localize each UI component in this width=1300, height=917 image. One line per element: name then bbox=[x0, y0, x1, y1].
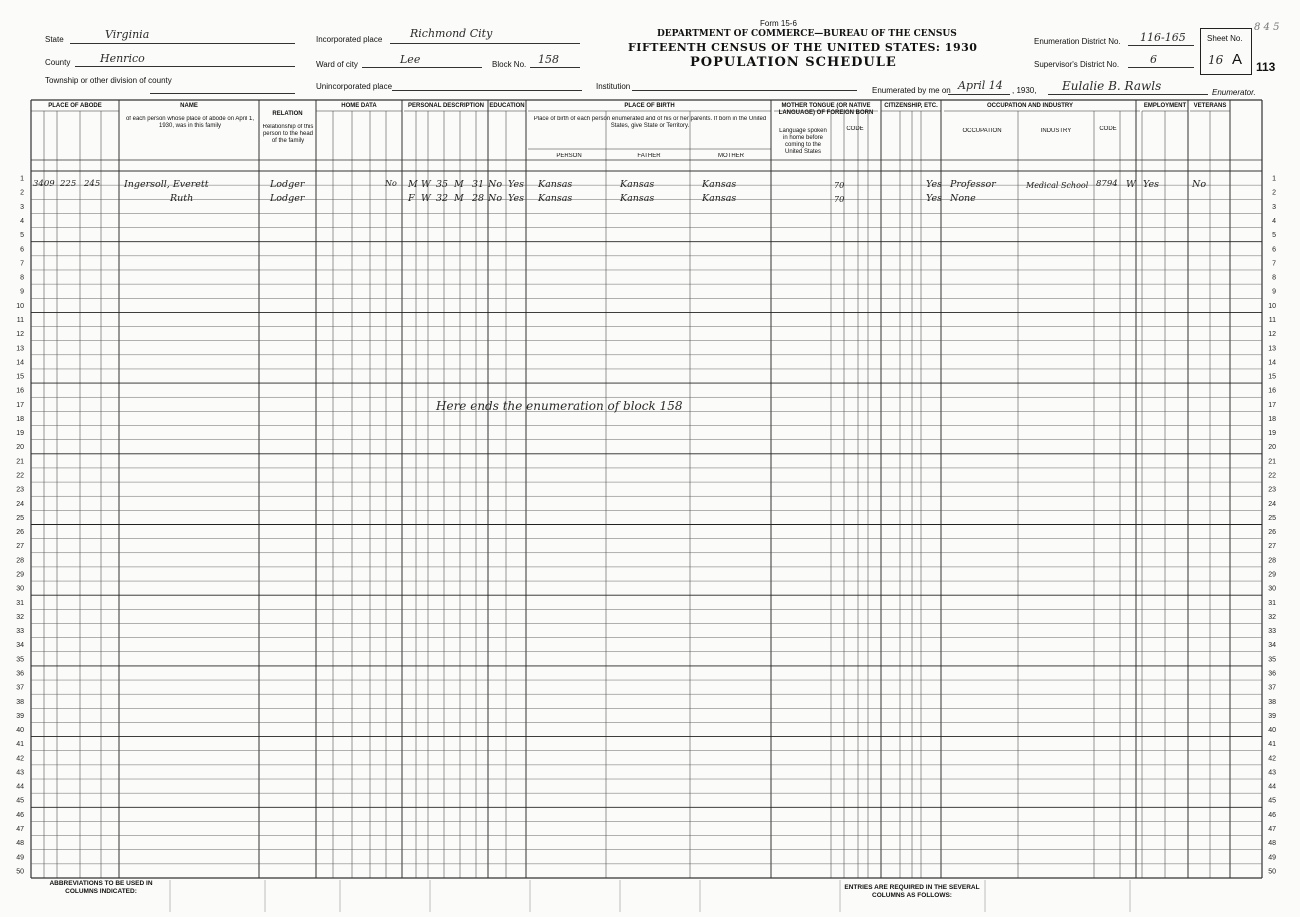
cell-birth-mother: Kansas bbox=[702, 193, 737, 204]
row-number: 8 bbox=[20, 274, 24, 282]
cell-sex: F bbox=[408, 193, 415, 204]
cell-code-a: 70 bbox=[834, 181, 845, 190]
row-number: 26 bbox=[16, 529, 24, 537]
row-number: 38 bbox=[16, 698, 24, 706]
row-number: 14 bbox=[16, 359, 24, 367]
row-number: 12 bbox=[1268, 331, 1276, 339]
header-relation: Relationship of this person to the head of the family bbox=[262, 124, 314, 144]
group-citizenship: CITIZENSHIP, ETC. bbox=[884, 103, 938, 109]
cell-age-marriage: 28 bbox=[472, 193, 485, 204]
cell-age: 35 bbox=[436, 179, 449, 190]
row-number: 16 bbox=[1268, 387, 1276, 395]
cell-race: W bbox=[421, 179, 431, 190]
row-number: 24 bbox=[16, 500, 24, 508]
row-number: 29 bbox=[16, 571, 24, 579]
end-of-block-note: Here ends the enumeration of block 158 bbox=[436, 399, 683, 413]
row-number: 35 bbox=[1268, 656, 1276, 664]
supervisor-value: 6 bbox=[1150, 53, 1157, 66]
row-number: 36 bbox=[1268, 670, 1276, 678]
row-number: 32 bbox=[1268, 613, 1276, 621]
row-number: 24 bbox=[1268, 500, 1276, 508]
cell-birth-father: Kansas bbox=[620, 193, 655, 204]
cell-birth-father: Kansas bbox=[620, 179, 655, 190]
cell-name: Ruth bbox=[170, 193, 194, 204]
row-number: 1 bbox=[1272, 175, 1276, 183]
sheet-label: Sheet No. bbox=[1207, 34, 1243, 43]
cell-english: Yes bbox=[926, 193, 942, 204]
census-title: FIFTEENTH CENSUS OF THE UNITED STATES: 1930 bbox=[628, 41, 978, 54]
group-education: EDUCATION bbox=[489, 103, 525, 109]
row-number: 6 bbox=[1272, 246, 1276, 254]
row-number: 22 bbox=[16, 472, 24, 480]
row-number: 33 bbox=[16, 628, 24, 636]
cell-occ-code: 8794 bbox=[1096, 179, 1118, 189]
row-number: 48 bbox=[1268, 840, 1276, 848]
row-number: 42 bbox=[16, 755, 24, 763]
row-number: 47 bbox=[1268, 826, 1276, 834]
supervisor-label: Supervisor's District No. bbox=[1034, 60, 1120, 69]
row-number: 2 bbox=[20, 189, 24, 197]
row-number: 7 bbox=[1272, 260, 1276, 268]
row-number: 15 bbox=[16, 373, 24, 381]
cell-industry: Medical School bbox=[1026, 181, 1089, 190]
row-number: 19 bbox=[1268, 430, 1276, 438]
row-number: 39 bbox=[1268, 712, 1276, 720]
county-value: Henrico bbox=[100, 52, 145, 65]
row-number: 31 bbox=[1268, 599, 1276, 607]
row-number: 1 bbox=[20, 175, 24, 183]
row-number: 35 bbox=[16, 656, 24, 664]
enumerator-label: Enumerator. bbox=[1212, 88, 1256, 97]
row-number: 40 bbox=[16, 727, 24, 735]
row-number: 34 bbox=[1268, 642, 1276, 650]
row-number: 38 bbox=[1268, 698, 1276, 706]
row-number: 43 bbox=[16, 769, 24, 777]
enum-year: , 1930, bbox=[1012, 86, 1037, 95]
cell-relation: Lodger bbox=[270, 179, 305, 190]
group-occupation: OCCUPATION AND INDUSTRY bbox=[987, 103, 1073, 109]
cell-sex: M bbox=[408, 179, 418, 190]
ward-value: Lee bbox=[400, 53, 421, 66]
state-label: State bbox=[45, 35, 64, 44]
row-number: 46 bbox=[1268, 811, 1276, 819]
row-number: 39 bbox=[16, 712, 24, 720]
enumerated-label: Enumerated by me on bbox=[872, 86, 951, 95]
row-number: 28 bbox=[16, 557, 24, 565]
row-number: 37 bbox=[16, 684, 24, 692]
state-value: Virginia bbox=[105, 28, 150, 41]
row-number: 4 bbox=[20, 217, 24, 225]
group-personal-description: PERSONAL DESCRIPTION bbox=[408, 103, 484, 109]
row-number: 21 bbox=[16, 458, 24, 466]
group-home-data: HOME DATA bbox=[341, 103, 377, 109]
row-number: 20 bbox=[16, 444, 24, 452]
cell-worker-class: W bbox=[1126, 179, 1136, 190]
enum-district-label: Enumeration District No. bbox=[1034, 37, 1121, 46]
county-label: County bbox=[45, 58, 71, 67]
cell-age: 32 bbox=[436, 193, 449, 204]
header-mother: MOTHER bbox=[718, 153, 744, 159]
schedule-title: POPULATION SCHEDULE bbox=[690, 55, 897, 70]
ward-label: Ward of city bbox=[316, 60, 358, 69]
township-label: Township or other division of county bbox=[45, 76, 172, 85]
cell-birth-person: Kansas bbox=[538, 179, 573, 190]
row-number: 18 bbox=[1268, 415, 1276, 423]
row-number: 50 bbox=[16, 868, 24, 876]
block-label: Block No. bbox=[492, 60, 527, 69]
row-number: 7 bbox=[20, 260, 24, 268]
row-number: 3 bbox=[1272, 203, 1276, 211]
row-number: 9 bbox=[1272, 288, 1276, 296]
header-father: FATHER bbox=[637, 153, 661, 159]
row-number: 27 bbox=[1268, 543, 1276, 551]
cell-veteran: No bbox=[1192, 179, 1207, 190]
row-number: 26 bbox=[1268, 529, 1276, 537]
incorporated-value: Richmond City bbox=[410, 27, 493, 40]
group-name: NAME bbox=[180, 103, 198, 109]
header-tongue: Language spoken in home before coming to the United States bbox=[779, 128, 827, 155]
cell-relation: Lodger bbox=[270, 193, 305, 204]
corner-mark: 8 4 5 bbox=[1254, 22, 1280, 33]
enum-date: April 14 bbox=[958, 79, 1003, 92]
department-title: DEPARTMENT OF COMMERCE—BUREAU OF THE CENSUS bbox=[657, 29, 957, 39]
row-number: 10 bbox=[16, 302, 24, 310]
row-number: 5 bbox=[20, 232, 24, 240]
row-number: 45 bbox=[16, 797, 24, 805]
row-number: 10 bbox=[1268, 302, 1276, 310]
cell-birth-mother: Kansas bbox=[702, 179, 737, 190]
group-veterans: VETERANS bbox=[1193, 103, 1227, 109]
cell-read: Yes bbox=[508, 193, 524, 204]
row-number: 5 bbox=[1272, 232, 1276, 240]
row-number: 13 bbox=[16, 345, 24, 353]
row-number: 13 bbox=[1268, 345, 1276, 353]
row-number: 49 bbox=[16, 854, 24, 862]
cell-race: W bbox=[421, 193, 431, 204]
header-birth: Place of birth of each person enumerated and of his or her parents. If born in the United States, give State or Territory. bbox=[533, 116, 767, 129]
header-occ-code: CODE bbox=[1099, 126, 1117, 132]
row-number: 19 bbox=[16, 430, 24, 438]
row-number: 27 bbox=[16, 543, 24, 551]
cell-marital: M bbox=[454, 193, 464, 204]
group-mother-tongue: MOTHER TONGUE (OR NATIVE LANGUAGE) OF FOREIGN BORN bbox=[778, 103, 874, 116]
row-number: 6 bbox=[20, 246, 24, 254]
cell-occupation: Professor bbox=[950, 179, 996, 190]
row-number: 29 bbox=[1268, 571, 1276, 579]
row-number: 15 bbox=[1268, 373, 1276, 381]
row-number: 42 bbox=[1268, 755, 1276, 763]
row-number: 46 bbox=[16, 811, 24, 819]
row-number: 43 bbox=[1268, 769, 1276, 777]
cell-radio: No bbox=[385, 179, 397, 188]
cell-english: Yes bbox=[926, 179, 942, 190]
row-number: 17 bbox=[16, 401, 24, 409]
abbreviations-title: ABBREVIATIONS TO BE USED IN COLUMNS INDICATED: bbox=[49, 880, 153, 895]
header-person: PERSON bbox=[556, 153, 582, 159]
cell-birth-person: Kansas bbox=[538, 193, 573, 204]
row-number: 8 bbox=[1272, 274, 1276, 282]
row-number: 49 bbox=[1268, 854, 1276, 862]
row-number: 11 bbox=[16, 316, 24, 324]
institution-label: Institution bbox=[596, 82, 631, 91]
cell-house: 225 bbox=[60, 179, 77, 189]
row-number: 45 bbox=[1268, 797, 1276, 805]
group-place-of-birth: PLACE OF BIRTH bbox=[624, 103, 675, 109]
row-number: 2 bbox=[1272, 189, 1276, 197]
row-number: 48 bbox=[16, 840, 24, 848]
row-number: 31 bbox=[16, 599, 24, 607]
row-number: 11 bbox=[1268, 316, 1276, 324]
row-number: 36 bbox=[16, 670, 24, 678]
row-number: 44 bbox=[1268, 783, 1276, 791]
group-relation: RELATION bbox=[272, 111, 303, 117]
row-number: 47 bbox=[16, 826, 24, 834]
form-number: Form 15-6 bbox=[760, 19, 797, 28]
row-number: 16 bbox=[16, 387, 24, 395]
header-occupation: OCCUPATION bbox=[962, 128, 1002, 134]
cell-marital: M bbox=[454, 179, 464, 190]
row-number: 25 bbox=[16, 514, 24, 522]
row-number: 12 bbox=[16, 331, 24, 339]
row-number: 30 bbox=[16, 585, 24, 593]
row-number: 28 bbox=[1268, 557, 1276, 565]
row-number: 22 bbox=[1268, 472, 1276, 480]
cell-age-marriage: 31 bbox=[472, 179, 485, 190]
row-number: 23 bbox=[1268, 486, 1276, 494]
row-number: 3 bbox=[20, 203, 24, 211]
header-code: CODE bbox=[846, 126, 864, 132]
row-number: 20 bbox=[1268, 444, 1276, 452]
row-number: 9 bbox=[20, 288, 24, 296]
row-number: 23 bbox=[16, 486, 24, 494]
group-place-of-abode: PLACE OF ABODE bbox=[48, 103, 102, 109]
row-number: 17 bbox=[1268, 401, 1276, 409]
row-number: 44 bbox=[16, 783, 24, 791]
incorporated-label: Incorporated place bbox=[316, 35, 383, 44]
row-number: 21 bbox=[1268, 458, 1276, 466]
cell-school: No bbox=[488, 193, 503, 204]
enumerator-name: Eulalie B. Rawls bbox=[1062, 79, 1162, 93]
cell-read: Yes bbox=[508, 179, 524, 190]
page-number: 113 bbox=[1256, 60, 1276, 74]
row-number: 14 bbox=[1268, 359, 1276, 367]
row-number: 4 bbox=[1272, 217, 1276, 225]
row-number: 25 bbox=[1268, 514, 1276, 522]
row-number: 18 bbox=[16, 415, 24, 423]
row-number: 37 bbox=[1268, 684, 1276, 692]
row-number: 34 bbox=[16, 642, 24, 650]
block-value: 158 bbox=[538, 53, 559, 66]
cell-at-work: Yes bbox=[1143, 179, 1159, 190]
unincorporated-label: Unincorporated place bbox=[316, 82, 393, 91]
row-number: 50 bbox=[1268, 868, 1276, 876]
row-number: 41 bbox=[16, 741, 24, 749]
row-number: 33 bbox=[1268, 628, 1276, 636]
cell-code-a: 70 bbox=[834, 195, 845, 204]
header-name: of each person whose place of abode on April 1, 1930, was in this family bbox=[125, 116, 255, 129]
enum-district-value: 116-165 bbox=[1140, 31, 1186, 44]
header-industry: INDUSTRY bbox=[1040, 128, 1072, 134]
cell-name: Ingersoll, Everett bbox=[124, 179, 209, 190]
sheet-side: A bbox=[1232, 51, 1243, 68]
sheet-number: 16 bbox=[1208, 53, 1224, 67]
row-number: 41 bbox=[1268, 741, 1276, 749]
cell-occupation: None bbox=[950, 193, 976, 204]
row-number: 40 bbox=[1268, 727, 1276, 735]
row-number: 30 bbox=[1268, 585, 1276, 593]
cell-school: No bbox=[488, 179, 503, 190]
group-employment: EMPLOYMENT bbox=[1143, 103, 1187, 109]
row-number: 32 bbox=[16, 613, 24, 621]
entries-title: ENTRIES ARE REQUIRED IN THE SEVERAL COLUMNS AS FOLLOWS: bbox=[844, 884, 980, 899]
cell-street: 3409 bbox=[33, 179, 55, 189]
cell-family: 245 bbox=[84, 179, 101, 189]
